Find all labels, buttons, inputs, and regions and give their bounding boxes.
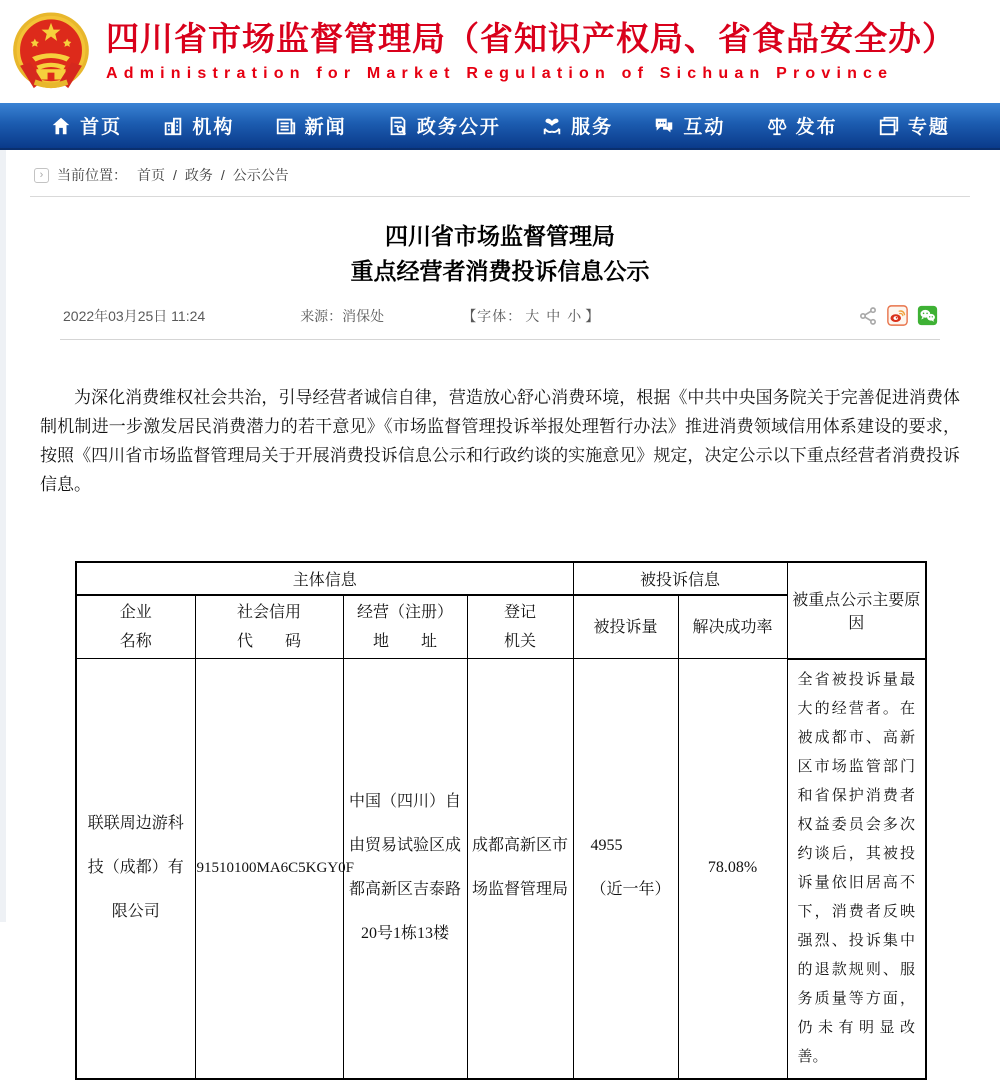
cell-credit-code: 91510100MA6C5KGY0F [195,659,343,1079]
nav-item-service[interactable] [541,112,613,139]
nav-label: 发布 [795,117,838,138]
page-title [0,219,1000,289]
breadcrumb-arrow-icon: › [34,168,49,183]
article-source: 来源：消保处 [300,307,385,324]
service-icon [541,115,563,137]
site-titles [106,17,1000,87]
share-buttons [858,305,938,326]
nav-item-publish[interactable] [766,112,838,139]
interaction-icon [653,115,675,137]
table-row [76,659,926,1079]
article [0,219,1000,1080]
main-nav [0,103,1000,150]
table-group-header-row [76,562,926,595]
special-topic-icon [878,115,900,137]
breadcrumb-separator: / [173,167,177,183]
weibo-share-icon[interactable] [887,305,908,326]
group-header-complaint-info: 被投诉信息 [573,562,787,595]
nav-item-organization[interactable] [162,112,234,139]
column-header-resolution-rate: 解决成功率 [678,595,787,659]
header-text: 代 码 [236,633,301,650]
wechat-share-icon[interactable] [917,305,938,326]
nav-label: 政务公开 [416,117,501,138]
breadcrumb-label: 当前位置： [57,167,127,183]
national-emblem-logo [8,6,94,98]
site-title-en: Administration for Market Regulation of Sichuan Province [106,64,894,82]
column-header-authority [467,595,573,659]
nav-item-gov-disclosure[interactable] [387,112,501,139]
organization-icon [162,115,184,137]
header-text: 登记 [504,604,537,621]
cell-resolution-rate: 78.08% [678,659,787,1079]
font-selector-suffix: 】 [585,307,601,324]
nav-item-news[interactable] [275,112,347,139]
font-size-medium[interactable]: 中 [546,307,562,324]
nav-label: 首页 [80,117,123,138]
header-text: 社会信用 [236,604,301,621]
gov-disclosure-icon [387,115,409,137]
page-title-line2: 重点经营者消费投诉信息公示 [350,259,650,284]
nav-label: 专题 [907,117,950,138]
column-header-complaint-count: 被投诉量 [573,595,678,659]
share-icon[interactable] [858,306,878,326]
cell-reason: 全省被投诉量最大的经营者。在被成都市、高新区市场监管部门和省保护消费者权益委员会多次约谈后，其被投诉量依旧居高不下，消费者反映强烈、投诉集中的退款规则、服务质量等方面，仍未有明显改善。 [787,659,926,1079]
header-text: 名称 [119,633,152,650]
breadcrumb [30,150,970,197]
column-header-address [343,595,467,659]
font-selector-prefix: 【字体： [462,307,523,324]
cell-address: 中国（四川）自由贸易试验区成都高新区吉泰路20号1栋13楼 [343,659,467,1079]
column-header-credit-code [195,595,343,659]
font-size-selector [462,306,600,326]
complaint-count-period: （近一年） [590,881,671,899]
nav-label: 互动 [683,117,726,138]
header-text: 机关 [504,633,537,650]
complaint-publication-table [75,561,927,1080]
breadcrumb-item-notices[interactable]: 公示公告 [232,167,289,183]
header-text: 经营（注册） [356,604,453,621]
breadcrumb-item-home[interactable]: 首页 [137,167,165,183]
cell-authority: 成都高新区市场监督管理局 [467,659,573,1079]
font-size-small[interactable]: 小 [567,307,583,324]
page-edge-strip [0,150,6,922]
site-header [0,0,1000,103]
group-header-subject-info: 主体信息 [76,562,573,595]
complaint-count-value: 4955 [590,837,623,855]
breadcrumb-item-gov[interactable]: 政务 [184,167,213,183]
nav-label: 机构 [192,117,235,138]
cell-complaint-count [573,659,678,1079]
article-paragraph: 为深化消费维权社会共治，引导经营者诚信自律，营造放心舒心消费环境，根据《中共中央国务院关于完善促进消费体制机制进一步激发居民消费潜力的若干意见》《市场监督管理投诉举报处理暂行办法》推进消费领域信用体系建设的要求，按照《四川省市场监督管理局关于开展消费投诉信息公示和行政约谈的实施意见》规定，决定公示以下重点经营者消费投诉信息。 [40,388,960,494]
breadcrumb-separator: / [220,167,225,183]
nav-label: 服务 [571,117,614,138]
header-text: 企业 [119,604,152,621]
news-icon [275,115,297,137]
site-title-cn: 四川省市场监督管理局（省知识产权局、省食品安全办） [106,19,956,57]
publish-icon [766,115,788,137]
publish-date: 2022年03月25日 11:24 [63,307,206,324]
article-meta [60,305,940,340]
nav-label: 新闻 [304,117,347,138]
font-size-large[interactable]: 大 [525,307,541,324]
column-header-company [76,595,195,659]
home-icon [50,115,72,137]
header-text: 地 址 [372,633,437,650]
nav-item-home[interactable] [50,112,122,139]
nav-item-interaction[interactable] [653,112,725,139]
national-emblem-icon [8,6,94,98]
nav-item-special-topic[interactable] [878,112,950,139]
column-header-reason: 被重点公示主要原因 [787,562,926,659]
cell-company-name: 联联周边游科技（成都）有限公司 [76,659,195,1079]
page-title-line1: 四川省市场监督管理局 [385,224,615,249]
